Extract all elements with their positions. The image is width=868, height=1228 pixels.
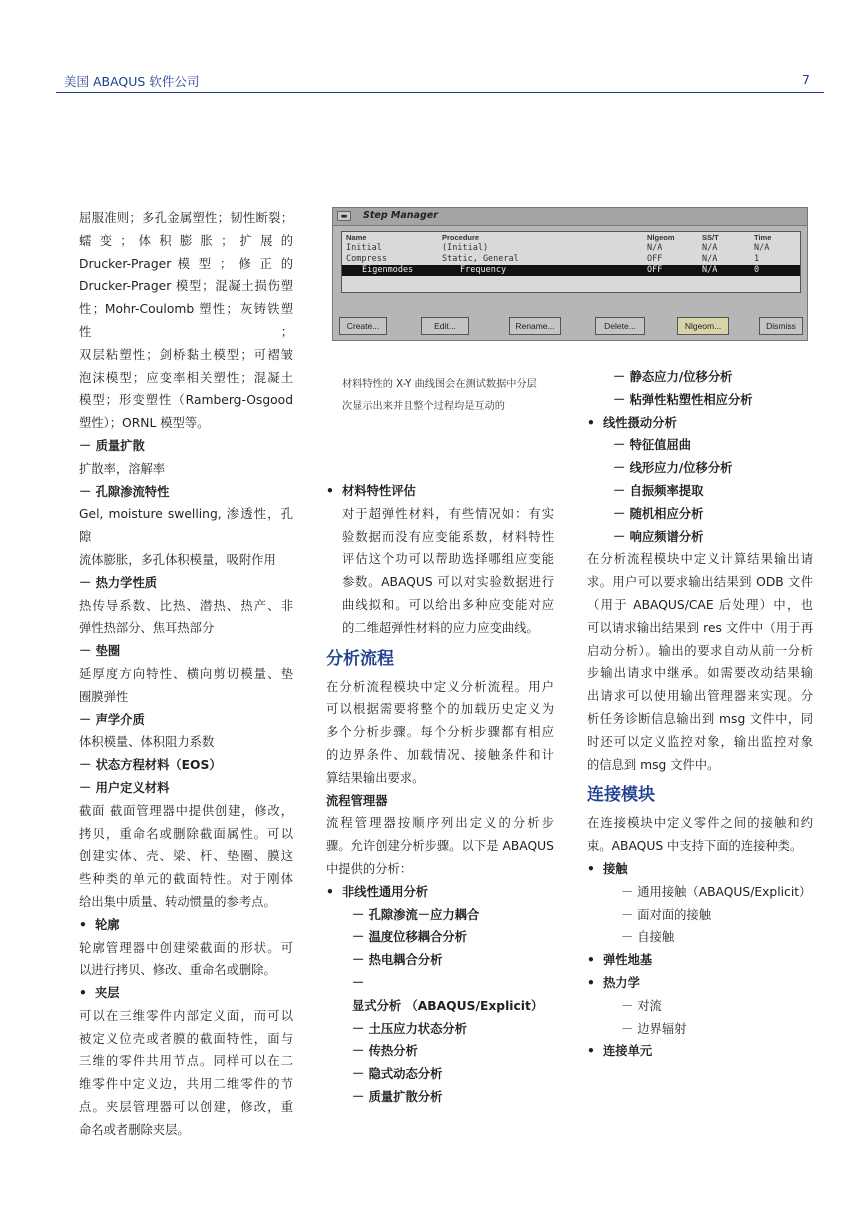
dash-marker: － [621, 998, 638, 1013]
bullet-elastic-foundation: • 弹性地基 [587, 949, 813, 972]
material-category: － 声学介质 [79, 712, 145, 727]
text-line: 三维的零件共用节点。同样可以在二 [79, 1054, 293, 1069]
text-line: 多个分析步骤。每个分析步骤都有相应 [326, 725, 554, 740]
dash-marker: － [352, 953, 369, 968]
list-item-text: 特征值屈曲 [629, 438, 692, 453]
text-line: 性；Mohr-Coulomb 塑性；灰铸铁塑性； [79, 302, 293, 339]
dash-marker: － [352, 1021, 369, 1036]
list-item [326, 904, 554, 927]
text-line: 的边界条件、加载情况、接触条件和计 [326, 747, 554, 762]
text-line: 对于超弹性材料，有些情况如：有实 [342, 506, 554, 521]
text-line: 截面 截面管理器中提供创建，修改， [79, 803, 293, 818]
text-line: 模型；形变塑性（Ramberg-Osgood [79, 393, 293, 408]
list-item-text: 温度位移耦合分析 [368, 930, 467, 945]
bullet-contact: • 接触 [587, 858, 813, 881]
caption-line: 次显示出来并且整个过程均是互动的 [342, 401, 505, 412]
bullet-title: • 轮廓 [79, 914, 293, 937]
text-line: 屈服准则；多孔金属塑性；韧性断裂； [79, 211, 293, 225]
list-item-text: 质量扩散分析 [368, 1089, 443, 1104]
step-procedure: Static, General [442, 254, 519, 264]
step-list-header [342, 232, 800, 243]
output-paragraph [587, 548, 813, 776]
delete-button[interactable]: Delete... [595, 317, 645, 335]
text-line: 验数据而没有应变能系数，材料特性 [342, 529, 554, 544]
list-item-text: 传热分析 [368, 1044, 418, 1059]
list-item-text: 隐式动态分析 [368, 1067, 443, 1082]
text-line: 析任务诊断信息输出到 msg 文件中，同 [587, 711, 813, 726]
list-item [587, 434, 813, 457]
subsection-step-manager: 流程管理器 [326, 793, 388, 808]
step-name: Eigenmodes [362, 265, 414, 275]
list-item [326, 1018, 554, 1041]
text-line: 的二维超弹性材料的应力应变曲线。 [342, 620, 539, 635]
text-line: 流体膨胀，多孔体积模量，吸附作用 [79, 552, 276, 567]
list-item-text: 面对面的接触 [637, 907, 712, 922]
list-item-text: 土压应力状态分析 [368, 1021, 467, 1036]
text-line: 拷贝，重命名或删除截面属性。可以 [79, 826, 293, 841]
interaction-paragraph [587, 812, 813, 858]
text-line: （用于 ABAQUS/CAE 后处理）中，也 [587, 597, 813, 612]
step-sst: N/A [702, 243, 718, 253]
step-nlgeom: OFF [647, 265, 663, 275]
step-nlgeom: N/A [647, 243, 663, 253]
text-line: 可以请求输出结果到 res 文件中（用于再 [587, 620, 813, 635]
step-procedure: Frequency [460, 265, 507, 275]
material-category: － 用户定义材料 [79, 780, 170, 795]
list-item [587, 904, 813, 927]
col-time-header: Time [754, 233, 772, 242]
list-item [326, 926, 554, 949]
text-line: 点。夹层管理器可以创建，修改，重 [79, 1100, 293, 1115]
material-evaluation-text [326, 503, 554, 640]
analysis-paragraph [326, 676, 554, 790]
list-item [587, 995, 813, 1018]
nlgeom-button[interactable]: Nlgeom... [677, 317, 729, 335]
step-manager-paragraph [326, 812, 554, 880]
text-line: 维零件中定义边，共用二维零件的节 [79, 1077, 293, 1092]
analysis-type-list [326, 904, 554, 1109]
figure-caption [342, 374, 537, 418]
text-line: 束。ABAQUS 中支持下面的连接种类。 [587, 839, 803, 854]
list-item-text: 自振频率提取 [629, 483, 704, 498]
bullet-thermal: • 热力学 [587, 972, 813, 995]
dismiss-button[interactable]: Dismiss [759, 317, 803, 335]
bullet-title: • 夹层 [79, 982, 293, 1005]
page-number: 7 [802, 72, 810, 87]
list-item-text: 边界辐射 [637, 1021, 687, 1036]
dash-marker: － [621, 1021, 638, 1036]
step-sst: N/A [702, 254, 718, 264]
step-row[interactable] [342, 254, 800, 265]
step-row-selected[interactable] [342, 265, 800, 276]
list-item [587, 926, 813, 949]
caption-line: 材料特性的 X-Y 曲线图会在测试数据中分层 [342, 379, 537, 390]
list-item-text: 粘弹性粘塑性相应分析 [629, 392, 753, 407]
perturbation-list [587, 434, 813, 548]
list-item-text: 对流 [637, 998, 662, 1013]
col-nlgeom-header: Nlgeom [647, 233, 675, 242]
dash-marker: － [621, 907, 638, 922]
step-row[interactable] [342, 243, 800, 254]
column-left [79, 207, 293, 1142]
dash-marker: － [613, 392, 630, 407]
text-line: 步输出请求中继承。如需要改动结果输 [587, 666, 813, 681]
step-name: Compress [346, 254, 387, 264]
list-item-text: 通用接触（ABAQUS/Explicit） [637, 884, 812, 899]
list-item [326, 1086, 554, 1109]
text-line: 可以在三维零件内部定义面，而可以 [79, 1008, 293, 1023]
edit-button[interactable]: Edit... [421, 317, 469, 335]
step-list[interactable] [341, 231, 801, 293]
dash-marker: － [352, 907, 369, 922]
text-line: 求。用户可以要求输出结果到 ODB 文件 [587, 575, 813, 590]
dash-marker: － [613, 483, 630, 498]
material-category: － 质量扩散 [79, 438, 145, 453]
text-line: Drucker-Prager 模 型 ； 修 正 的 [79, 256, 293, 271]
bullet-nonlinear: • 非线性通用分析 [326, 881, 554, 904]
list-item [326, 972, 554, 1018]
text-line: 启动分析）。输出的要求自动从前一分析 [587, 643, 813, 658]
dash-marker: － [613, 506, 630, 521]
text-line: 延厚度方向特性、横向剪切模量、垫 [79, 666, 293, 681]
text-line: 创建实体、壳、梁、杆、垫圈、膜这 [79, 849, 293, 864]
window-titlebar [333, 208, 807, 226]
col-procedure-header: Procedure [442, 233, 480, 242]
text-line: 泡沫模型；应变率相关塑性；混凝土 [79, 370, 293, 385]
thermal-list [587, 995, 813, 1041]
step-name: Initial [346, 243, 382, 253]
text-line: 被定义位壳或者膜的截面特性，面与 [79, 1031, 293, 1046]
text-line: 中提供的分析： [326, 861, 413, 876]
window-title: Step Manager [363, 210, 438, 221]
list-item-text: 响应频谱分析 [629, 529, 704, 544]
list-item-text: 线形应力/位移分析 [629, 461, 733, 476]
bullet-connector: • 连接单元 [587, 1040, 813, 1063]
text-line: 双层粘塑性；剑桥黏土模型；可褶皱 [79, 347, 293, 362]
text-line: 在分析流程模块中定义计算结果输出请 [587, 552, 813, 567]
step-time: 1 [754, 254, 760, 264]
list-item [587, 480, 813, 503]
dash-marker: － [613, 370, 630, 384]
analysis-type-list-cont [587, 366, 813, 412]
text-line: 骤。允许创建分析步骤。以下是 ABAQUS [326, 839, 554, 854]
material-category: － 状态方程材料（EOS） [79, 758, 222, 773]
rename-button[interactable]: Rename... [509, 317, 561, 335]
list-item-text: 热电耦合分析 [368, 953, 443, 968]
dash-marker: － [613, 529, 630, 544]
text-line: 的信息到 msg 文件中。 [587, 757, 720, 772]
dash-marker: － [352, 1044, 369, 1059]
list-item-text: 自接触 [637, 930, 675, 945]
create-button[interactable]: Create... [339, 317, 387, 335]
text-line: 以进行拷贝、修改、重命名或删除。 [79, 963, 276, 978]
text-line: 参数。ABAQUS 可以对实验数据进行 [342, 575, 554, 590]
step-sst: N/A [702, 265, 718, 275]
text-line: 热传导系数、比热、潜热、热产、非 [79, 598, 293, 613]
list-item [587, 366, 813, 389]
text-line: 体积模量、体积阻力系数 [79, 735, 215, 750]
text-line: 蠕 变 ； 体 积 膨 胀 ； 扩 展 的 [79, 233, 293, 248]
text-line: 扩散率，溶解率 [79, 461, 166, 476]
text-line: 出请求可以使用输出管理器来实现。分 [587, 689, 813, 704]
list-item [587, 389, 813, 412]
step-nlgeom: OFF [647, 254, 663, 264]
list-item [587, 526, 813, 549]
text-line: 评估这个功可以帮助选择哪组应变能 [342, 552, 554, 567]
page-header [56, 70, 824, 93]
list-item [587, 503, 813, 526]
section-title-interaction: 连接模块 [587, 785, 655, 806]
dash-marker: － [613, 461, 630, 476]
step-time: N/A [754, 243, 770, 253]
text-line: 可以根据需要将整个的加载历史定义为 [326, 702, 554, 717]
dash-marker: － [352, 975, 365, 990]
list-item [326, 1040, 554, 1063]
step-manager-buttons [339, 317, 803, 337]
text-line: 圈膜弹性 [79, 689, 129, 704]
material-category: － 孔隙渗流特性 [79, 484, 170, 499]
bullet-material-evaluation: • 材料特性评估 [326, 480, 554, 503]
text-line: 命名或者删除夹层。 [79, 1122, 190, 1137]
dash-marker: － [613, 438, 630, 453]
dash-marker: － [352, 1067, 369, 1082]
dash-marker: － [352, 1089, 369, 1104]
column-middle [326, 480, 554, 1109]
list-item [587, 881, 813, 904]
text-line: 在连接模块中定义零件之间的接触和约 [587, 816, 813, 831]
dash-marker: － [352, 930, 369, 945]
list-item-text: 静态应力/位移分析 [629, 370, 733, 384]
text-line: 流程管理器按顺序列出定义的分析步 [326, 816, 554, 831]
text-line: 些种类的单元的截面特性。对于刚体 [79, 872, 293, 887]
col-sst-header: SS/T [702, 233, 719, 242]
material-category: － 热力学性质 [79, 575, 158, 590]
text-line: 弹性热部分、焦耳热部分 [79, 621, 215, 636]
text-line: 时还可以定义监控对象，输出监控对象 [587, 734, 813, 749]
text-line: 轮廓管理器中创建梁截面的形状。可 [79, 940, 293, 955]
text-line: 塑性）；ORNL 模型等。 [79, 416, 210, 431]
contact-list [587, 881, 813, 949]
material-category: － 垫圈 [79, 644, 121, 659]
list-item [326, 1063, 554, 1086]
list-item [587, 1018, 813, 1041]
list-item [587, 457, 813, 480]
list-item [326, 949, 554, 972]
text-line: 算结果输出要求。 [326, 770, 425, 785]
dash-marker: － [621, 930, 638, 945]
list-item-text: 随机相应分析 [629, 506, 704, 521]
text-line: Drucker-Prager 模型；混凝土损伤塑 [79, 279, 293, 294]
text-line: 曲线拟和。可以给出多种应变能对应 [342, 597, 554, 612]
column-right [587, 366, 813, 1063]
col-name-header: Name [346, 233, 367, 242]
dash-marker: － [621, 884, 638, 899]
step-manager-window [332, 207, 808, 341]
company-name: 美国 ABAQUS 软件公司 [64, 74, 200, 89]
text-line: 在分析流程模块中定义分析流程。用户 [326, 679, 554, 694]
window-menu-icon[interactable]: ▬ [337, 211, 351, 221]
list-item-text: 孔隙渗流－应力耦合 [368, 907, 480, 922]
step-procedure: (Initial) [442, 243, 489, 253]
bullet-linear-perturbation: • 线性摄动分析 [587, 412, 813, 435]
text-line: Gel, moisture swelling, 渗透性，孔隙 [79, 507, 293, 545]
list-item-text: 显式分析 （ABAQUS/Explicit） [352, 998, 544, 1013]
text-line: 给出集中质量、转动惯量的参考点。 [79, 894, 276, 909]
step-time: 0 [754, 265, 760, 275]
section-title-analysis: 分析流程 [326, 648, 394, 669]
